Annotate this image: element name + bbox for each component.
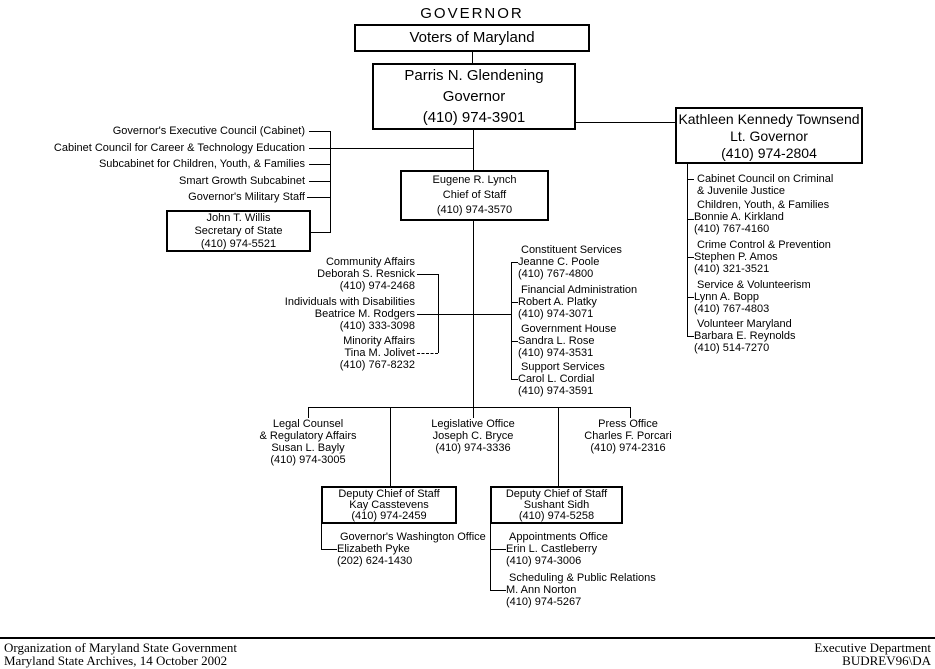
- office-phone: (410) 514-7270: [694, 342, 770, 354]
- office-name: Legislative Office: [431, 418, 515, 430]
- office-name: Community Affairs: [325, 256, 415, 268]
- council-item-military-staff: Governor's Military Staff: [188, 191, 305, 203]
- footer-file-reference: BUDREV96\DA: [842, 653, 931, 668]
- office-phone: (410) 974-3336: [435, 442, 511, 454]
- connector-line: [511, 341, 518, 342]
- office-name: Minority Affairs: [343, 335, 415, 347]
- council-item-smart-growth: Smart Growth Subcabinet: [179, 175, 305, 187]
- person-title: Deputy Chief of Staff: [338, 487, 440, 500]
- office-name: Financial Administration: [521, 284, 638, 296]
- office-contact: Jeanne C. Poole: [518, 256, 600, 268]
- office-minority-affairs: [100, 335, 415, 371]
- office-phone: (410) 333-3098: [339, 320, 415, 332]
- person-name: Kathleen Kennedy Townsend: [678, 110, 860, 127]
- office-phone: (410) 321-3521: [694, 263, 770, 275]
- office-name: Constituent Services: [521, 244, 622, 256]
- footer-rule: [0, 637, 935, 639]
- connector-line: [311, 232, 330, 233]
- office-contact: Tina M. Jolivet: [344, 347, 415, 359]
- connector-line: [490, 549, 506, 550]
- office-individuals-disabilities: [100, 296, 415, 332]
- office-phone: (410) 767-4800: [518, 268, 594, 280]
- connector-line: [417, 314, 511, 315]
- person-phone: (410) 974-3570: [436, 204, 513, 216]
- person-phone: (410) 974-3901: [422, 109, 526, 126]
- office-contact: Sandra L. Rose: [518, 335, 595, 347]
- connector-line: [473, 221, 474, 418]
- person-title: Deputy Chief of Staff: [505, 487, 608, 500]
- office-name: Governor's Washington Office: [340, 531, 486, 543]
- office-phone: (410) 974-3006: [506, 555, 582, 567]
- connector-line: [309, 131, 330, 132]
- office-name: Volunteer Maryland: [697, 318, 792, 330]
- office-contact: Lynn A. Bopp: [694, 291, 760, 303]
- node-governor: [372, 63, 576, 130]
- connector-line: [511, 262, 518, 263]
- footer-department: Executive Department: [814, 640, 931, 655]
- lt-office-crime-control: [694, 239, 831, 275]
- footer-left: [4, 641, 237, 667]
- connector-line: [308, 407, 630, 408]
- office-name: Appointments Office: [509, 531, 608, 543]
- footer-right: [814, 641, 931, 667]
- footer-source-date: Maryland State Archives, 14 October 2002: [4, 653, 228, 668]
- node-chief-of-staff: [400, 170, 549, 221]
- lt-office-service-volunteerism: [694, 279, 811, 315]
- office-name: Cabinet Council on Criminal: [697, 173, 834, 185]
- office-contact: Deborah S. Resnick: [317, 268, 415, 280]
- office-contact: Barbara E. Reynolds: [694, 330, 796, 342]
- office-name: Support Services: [521, 361, 605, 373]
- connector-line: [417, 274, 438, 275]
- connector-line: [687, 219, 694, 220]
- office-appointments: [506, 531, 608, 567]
- office-contact: Erin L. Castleberry: [506, 543, 598, 555]
- connector-line: [687, 336, 694, 337]
- office-name: Legal Counsel: [272, 418, 344, 430]
- person-phone: (410) 974-2804: [721, 144, 817, 161]
- office-phone: (410) 767-8232: [339, 359, 415, 371]
- office-name: Press Office: [598, 418, 658, 430]
- office-phone: (410) 974-5267: [506, 596, 582, 608]
- connector-line: [511, 262, 512, 379]
- office-phone: (410) 974-2468: [339, 280, 415, 292]
- node-title: Voters of Maryland: [409, 29, 535, 46]
- connector-line: [330, 131, 331, 233]
- connector-line: [438, 274, 439, 353]
- office-scheduling: [506, 572, 656, 608]
- office-name-2: & Regulatory Affairs: [259, 430, 357, 442]
- office-contact: Elizabeth Pyke: [337, 543, 410, 555]
- office-phone: (410) 767-4160: [694, 223, 770, 235]
- connector-line: [630, 407, 631, 418]
- office-contact: Bonnie A. Kirkland: [694, 211, 784, 223]
- connector-line: [558, 407, 559, 486]
- connector-line: [309, 164, 330, 165]
- connector-line: [511, 302, 518, 303]
- connector-line: [687, 164, 688, 336]
- office-financial-administration: [518, 284, 637, 320]
- office-legislative: [393, 418, 553, 454]
- person-title: Secretary of State: [194, 224, 283, 237]
- person-name: Kay Casstevens: [349, 498, 429, 511]
- office-press: [548, 418, 708, 454]
- node-voters-of-maryland: [354, 24, 590, 52]
- office-phone: (202) 624-1430: [337, 555, 413, 567]
- office-contact: Joseph C. Bryce: [432, 430, 514, 442]
- footer-org-title: Organization of Maryland State Government: [4, 640, 237, 655]
- person-title: Chief of Staff: [442, 189, 507, 201]
- person-phone: (410) 974-2459: [351, 509, 427, 522]
- office-contact: M. Ann Norton: [506, 584, 577, 596]
- page-title: GOVERNOR: [420, 5, 524, 22]
- connector-line: [321, 524, 322, 549]
- person-name: John T. Willis: [206, 211, 271, 224]
- connector-line-dashed: [417, 353, 438, 354]
- lt-office-children-youth-families: [694, 199, 829, 235]
- council-item-executive-council: Governor's Executive Council (Cabinet): [112, 125, 305, 137]
- office-legal-counsel: [228, 418, 388, 466]
- connector-line: [490, 590, 506, 591]
- office-name: Children, Youth, & Families: [697, 199, 830, 211]
- council-item-children-youth: Subcabinet for Children, Youth, & Families: [98, 158, 305, 170]
- office-contact: Beatrice M. Rodgers: [314, 308, 415, 320]
- node-deputy-chief-2: [490, 486, 623, 524]
- office-support-services: [518, 361, 605, 397]
- connector-line: [309, 148, 473, 149]
- connector-line: [511, 379, 518, 380]
- connector-line: [309, 181, 330, 182]
- office-contact: Charles F. Porcari: [584, 430, 672, 442]
- person-phone: (410) 974-5521: [200, 237, 277, 250]
- office-phone: (410) 974-3071: [518, 308, 594, 320]
- person-name: Parris N. Glendening: [404, 67, 544, 84]
- office-contact: Robert A. Platky: [518, 296, 597, 308]
- office-government-house: [518, 323, 616, 359]
- office-contact: Stephen P. Amos: [694, 251, 778, 263]
- office-contact: Carol L. Cordial: [518, 373, 595, 385]
- office-name: Government House: [521, 323, 617, 335]
- council-item-career-tech: Cabinet Council for Career & Technology Education: [53, 142, 305, 154]
- person-title: Governor: [442, 88, 506, 105]
- office-community-affairs: [100, 256, 415, 292]
- connector-line: [687, 179, 694, 180]
- person-name: Sushant Sidh: [523, 498, 590, 511]
- node-secretary-of-state: [166, 210, 311, 252]
- connector-line: [308, 407, 309, 418]
- office-phone: (410) 974-3591: [518, 385, 594, 397]
- connector-line: [687, 297, 694, 298]
- node-lt-governor: [675, 107, 863, 164]
- lt-office-volunteer-maryland: [694, 318, 796, 354]
- connector-line: [321, 549, 337, 550]
- office-phone: (410) 974-3005: [270, 454, 346, 466]
- connector-line: [307, 197, 330, 198]
- connector-line: [687, 257, 694, 258]
- office-phone: (410) 974-3531: [518, 347, 594, 359]
- office-contact: Susan L. Bayly: [271, 442, 345, 454]
- office-washington: [337, 531, 486, 567]
- connector-line: [390, 407, 391, 486]
- office-phone: (410) 767-4803: [694, 303, 770, 315]
- person-title: Lt. Governor: [730, 127, 808, 144]
- office-name: Individuals with Disabilities: [284, 296, 415, 308]
- office-constituent-services: [518, 244, 622, 280]
- lt-office-criminal-juvenile-justice: [694, 173, 833, 197]
- person-name: Eugene R. Lynch: [432, 174, 517, 186]
- person-phone: (410) 974-5258: [518, 509, 595, 522]
- connector-line: [473, 130, 474, 170]
- office-name: Crime Control & Prevention: [697, 239, 831, 251]
- node-deputy-chief-1: [321, 486, 457, 524]
- office-phone: (410) 974-2316: [590, 442, 666, 454]
- connector-line: [576, 122, 675, 123]
- connector-line: [472, 52, 473, 63]
- office-name: Scheduling & Public Relations: [509, 572, 656, 584]
- office-name-2: & Juvenile Justice: [697, 185, 786, 197]
- connector-line: [490, 524, 491, 590]
- office-name: Service & Volunteerism: [697, 279, 811, 291]
